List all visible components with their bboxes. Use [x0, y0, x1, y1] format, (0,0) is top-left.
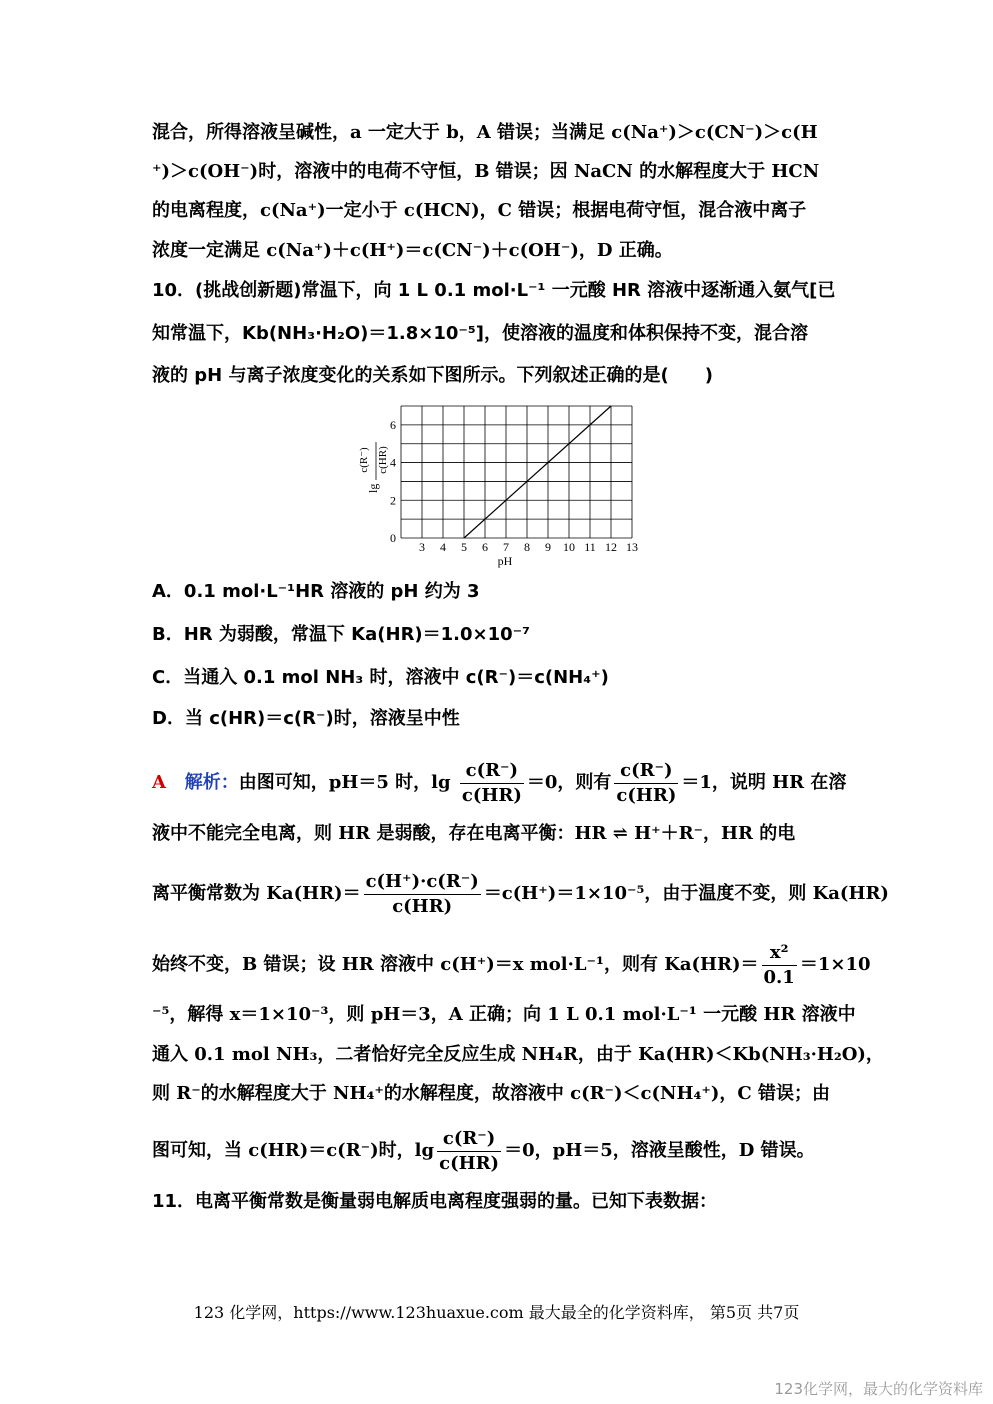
x-axis-label: pH [497, 554, 513, 568]
question-10-line: 液的 pH 与离子浓度变化的关系如下图所示。下列叙述正确的是( ) [152, 365, 713, 386]
option-a: A．0.1 mol·L⁻¹HR 溶液的 pH 约为 3 [152, 581, 480, 602]
analysis-line-6: 通入 0.1 mol NH₃，二者恰好完全反应生成 NH₄R，由于 Ka(HR)＜Kb(NH₃·H₂O)， [152, 1044, 884, 1065]
text-line: 浓度一定满足 c(Na⁺)＋c(H⁺)＝c(CN⁻)＋c(OH⁻)，D 正确。 [152, 240, 673, 261]
fraction: $\frac{c(R^-)}{c(HR)}$ [616, 759, 677, 806]
y-tick-label: 0 [390, 531, 396, 545]
analysis-line-8: 图可知，当 c(HR)＝c(R⁻)时，lg $\frac{c(R^-)}{c(HR)}$ ＝0，pH＝5，溶液呈酸性，D 错误。 [152, 1127, 815, 1174]
x-tick-label: 4 [440, 540, 446, 554]
x-tick-label: 13 [626, 540, 638, 554]
y-axis-label-prefix: lg [366, 483, 380, 493]
y-axis-label-numerator: c(R⁻) [358, 447, 370, 473]
x-tick-label: 10 [563, 540, 575, 554]
fraction: $\frac{\text{x²}}{0.1}$ [763, 941, 795, 988]
option-d: D．当 c(HR)＝c(R⁻)时，溶液呈中性 [152, 708, 460, 729]
analysis-text: 由图可知，pH＝5 时，lg [238, 772, 451, 793]
fraction: $\frac{c(R^-)}{c(HR)}$ [439, 1127, 500, 1174]
fraction: $\frac{c(R^-)}{c(HR)}$ [461, 759, 522, 806]
x-tick-label: 6 [482, 540, 488, 554]
x-tick-label: 5 [461, 540, 467, 554]
analysis-line-3: 离平衡常数为 Ka(HR)＝ $\frac{c(H^+)\cdot c(R^-)}{c(HR)}$ ＝c(H⁺)＝1×10⁻⁵，由于温度不变，则 Ka(HR) [152, 870, 889, 917]
y-tick-label: 6 [390, 417, 396, 432]
x-tick-label: 3 [419, 540, 425, 554]
x-tick-label: 7 [503, 540, 509, 554]
x-tick-label: 8 [524, 540, 530, 554]
text-line: ⁺)＞c(OH⁻)时，溶液中的电荷不守恒，B 错误；因 NaCN 的水解程度大于 HCN [152, 161, 820, 182]
x-tick-label: 11 [584, 540, 596, 554]
y-axis-label-denominator: c(HR) [377, 446, 389, 474]
analysis-line-4: 始终不变，B 错误；设 HR 溶液中 c(H⁺)＝x mol·L⁻¹，则有 Ka(HR)＝ $\frac{\text{x²}}{0.1}$ ＝1×10 [152, 941, 871, 988]
analysis-label: 解析： [184, 772, 239, 793]
ph-chart [355, 398, 640, 570]
question-10-line: 10．(挑战创新题)常温下，向 1 L 0.1 mol·L⁻¹ 一元酸 HR 溶液中逐渐通入氨气[已 [152, 280, 836, 301]
text-line: 混合，所得溶液呈碱性，a 一定大于 b，A 错误；当满足 c(Na⁺)＞c(CN⁻)＞c(H [152, 122, 818, 143]
x-tick-label: 12 [605, 540, 617, 554]
analysis-line-5: ⁻⁵，解得 x＝1×10⁻³，则 pH＝3，A 正确；向 1 L 0.1 mol·L⁻¹ 一元酸 HR 溶液中 [152, 1004, 856, 1025]
y-tick-label: 2 [390, 493, 396, 508]
watermark: 123化学网，最大的化学资料库 [774, 1380, 983, 1398]
option-c: C．当通入 0.1 mol NH₃ 时，溶液中 c(R⁻)＝c(NH₄⁺) [152, 667, 609, 688]
series-line [464, 406, 611, 538]
option-b: B．HR 为弱酸，常温下 Ka(HR)＝1.0×10⁻⁷ [152, 624, 531, 645]
x-tick-label: 9 [545, 540, 551, 554]
text-line: 的电离程度，c(Na⁺)一定小于 c(HCN)，C 错误；根据电荷守恒，混合液中离子 [152, 200, 807, 221]
analysis-line-7: 则 R⁻的水解程度大于 NH₄⁺的水解程度，故溶液中 c(R⁻)＜c(NH₄⁺)，C 错误；由 [152, 1083, 830, 1104]
y-tick-label: 4 [390, 455, 396, 470]
analysis-line-2: 液中不能完全电离，则 HR 是弱酸，存在电离平衡：HR ⇌ H⁺＋R⁻，HR 的电 [152, 823, 796, 844]
fraction: $\frac{c(H^+)\cdot c(R^-)}{c(HR)}$ [365, 870, 479, 917]
question-11: 11．电离平衡常数是衡量弱电解质电离程度强弱的量。已知下表数据： [152, 1191, 718, 1212]
analysis-line-1: A 解析：由图可知，pH＝5 时，lg $\frac{c(R^-)}{c(HR)}$ ＝0，则有 $\frac{c(R^-)}{c(HR)}$ ＝1，说明 HR 在溶 [152, 759, 847, 806]
question-10-line: 知常温下，Kb(NH₃·H₂O)＝1.8×10⁻⁵]，使溶液的温度和体积保持不变，混合溶 [152, 323, 809, 344]
answer-letter: A [152, 772, 166, 793]
page-footer: 123 化学网，https://www.123huaxue.com 最大最全的化学资料库， 第5页 共7页 [193, 1303, 800, 1322]
